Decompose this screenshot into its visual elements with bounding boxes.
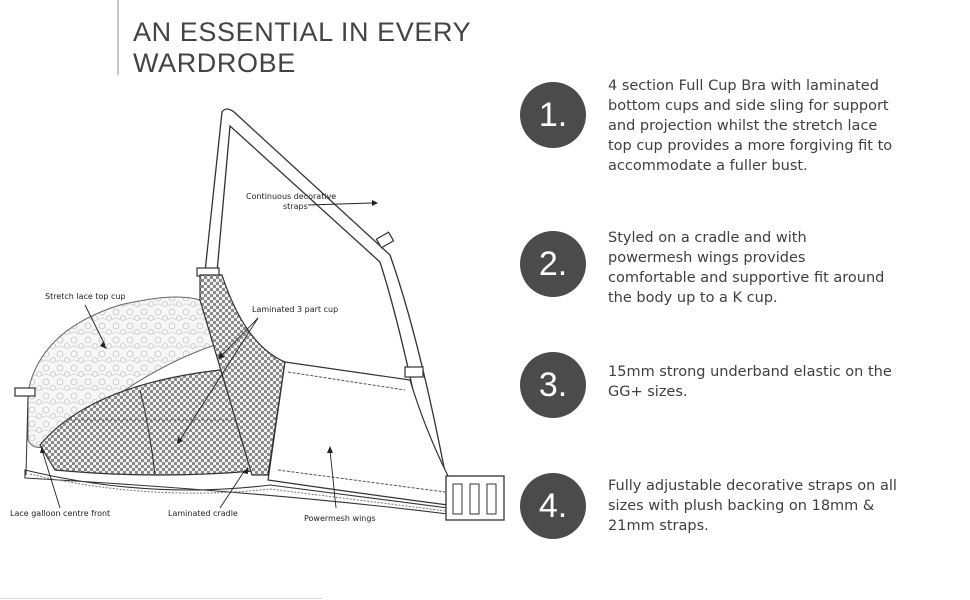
feature-number-badge: 2. [520, 231, 586, 297]
divider-vertical [117, 0, 119, 75]
feature-number-badge: 3. [520, 352, 586, 418]
label-powermesh: Powermesh wings [304, 514, 376, 523]
feature-text: Fully adjustable decorative straps on all sizes with plush backing on 18mm & 21mm straps. [608, 478, 897, 534]
label-straps-2: straps [283, 202, 308, 211]
hook-and-eye [446, 476, 504, 520]
title-line-2: WARDROBE [133, 48, 296, 78]
bra-diagram [0, 95, 520, 565]
label-lace-galloon: Lace galloon centre front [10, 509, 111, 518]
label-stretch-lace: Stretch lace top cup [45, 292, 126, 301]
label-laminated-cup: Laminated 3 part cup [252, 305, 339, 314]
wing-ring [405, 367, 423, 377]
powermesh-wing [268, 362, 450, 505]
feature-text: 4 section Full Cup Bra with laminated bottom cups and side sling for support and projection whilst the stretch lace top cup provides a more forgiving fit to accommodate a fuller bust. [608, 78, 893, 174]
divider-horizontal [0, 598, 322, 599]
label-straps-1: Continuous decorative [246, 192, 337, 201]
feature-number-badge: 4. [520, 473, 586, 539]
title-line-1: AN ESSENTIAL IN EVERY [133, 17, 472, 47]
feature-number-badge: 1. [520, 82, 586, 148]
feature-text: 15mm strong underband elastic on the GG+ sizes. [608, 364, 892, 400]
page-title [133, 17, 471, 79]
label-laminated-cradle: Laminated cradle [168, 509, 238, 518]
feature-text: Styled on a cradle and with powermesh wings provides comfortable and supportive fit around the body up to a K cup. [608, 230, 885, 306]
centre-front-tab [15, 388, 35, 396]
